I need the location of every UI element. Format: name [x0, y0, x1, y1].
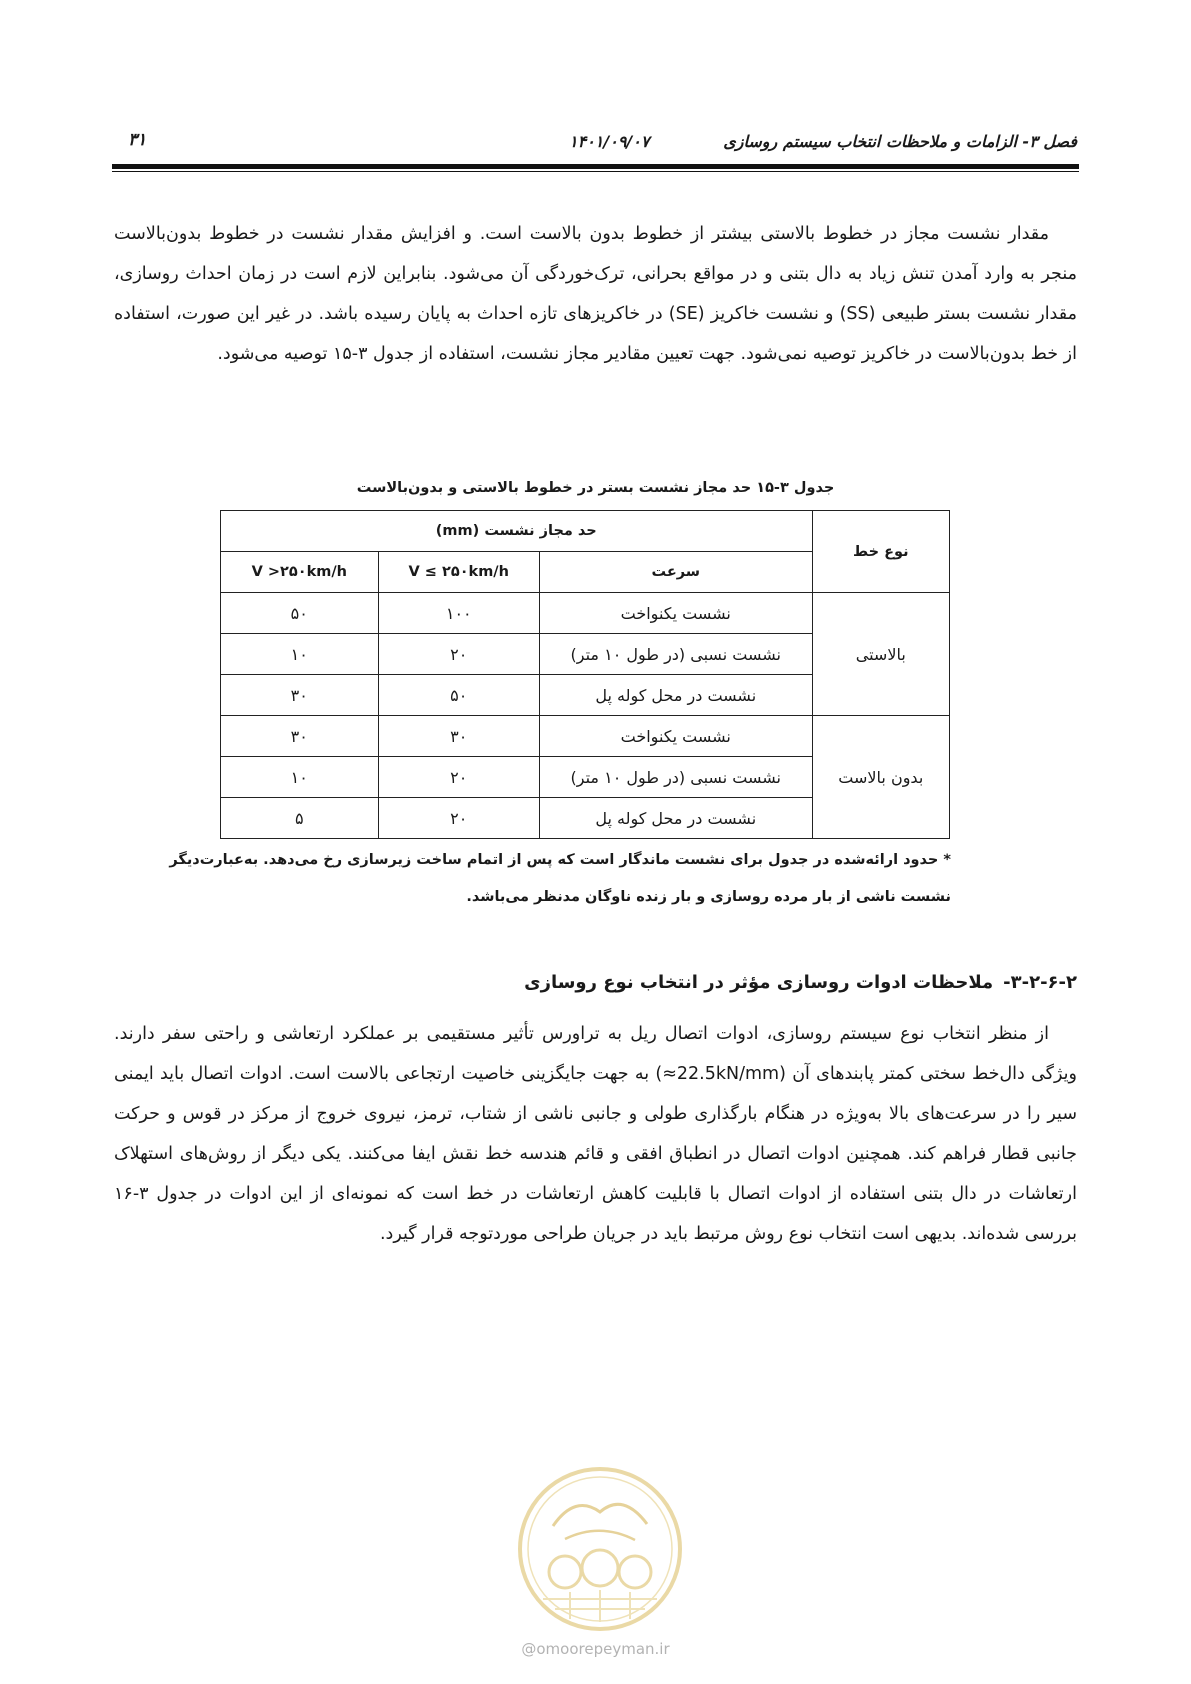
footnote-line-1: * حدود ارائه‌شده در جدول برای نشست ماندگار است که پس از اتمام ساخت زیرسازی رخ می‌دهد. به‌عبارت‌دیگر: [169, 852, 951, 868]
omoorepeyman-seal-logo: [515, 1464, 685, 1634]
table-row: [221, 593, 950, 634]
header-date: ۱۴۰۱/۰۹/۰۷: [569, 132, 650, 151]
track-type-cell: بالاستی: [812, 593, 949, 716]
section-title: ملاحظات ادوات روسازی مؤثر در انتخاب نوع روسازی: [524, 972, 994, 993]
track-type-cell: بدون بالاست: [812, 716, 949, 839]
high-speed-cell: ۱۰: [221, 634, 379, 675]
low-speed-cell: ۳۰: [378, 716, 539, 757]
intro-paragraph: مقدار نشست مجاز در خطوط بالاستی بیشتر از خطوط بدون بالاست است. و افزایش مقدار نشست در خطوط بدون‌بالاست منجر به وارد آمدن تنش زیاد به دال بتنی و در مواقع بحرانی، ترک‌خوردگی آن می‌شود. بنابراین لازم است در زمان احداث روسازی، مقدار نشست بستر طبیعی (SS) و نشست خاکریز (SE) در خاکریزهای تازه احداث به پایان رسیده باشد. در غیر این صورت، استفاده از خط بدون‌بالاست در خاکریز توصیه نمی‌شود. جهت تعیین مقادیر مجاز نشست، استفاده از جدول ۳-۱۵ توصیه می‌شود.: [114, 224, 1077, 364]
header-track-type: نوع خط: [812, 511, 949, 593]
high-speed-cell: ۵: [221, 798, 379, 839]
settlement-limits-table: [220, 510, 950, 839]
header-rule-thin: [112, 171, 1079, 172]
high-speed-cell: ۱۰: [221, 757, 379, 798]
header-speed-high: V >۲۵۰km/h: [221, 552, 379, 593]
high-speed-cell: ۳۰: [221, 675, 379, 716]
footnote-line-2: نشست ناشی از بار مرده روسازی و بار زنده ناوگان مدنظر می‌باشد.: [466, 889, 951, 905]
section-paragraph-block: [114, 1014, 1077, 1254]
table-header-row: [221, 511, 950, 552]
page-number: ۳۱: [128, 130, 147, 150]
header-rule-thick: [112, 164, 1079, 169]
low-speed-cell: ۲۰: [378, 757, 539, 798]
header-limit: حد مجاز نشست (mm): [221, 511, 813, 552]
item-cell: نشست نسبی (در طول ۱۰ متر): [539, 757, 812, 798]
table-caption: جدول ۳-۱۵ حد مجاز نشست بستر در خطوط بالاستی و بدون‌بالاست: [356, 480, 835, 496]
page-header: [114, 128, 1077, 158]
watermark-url: @omoorepeyman.ir: [521, 1640, 670, 1658]
low-speed-cell: ۱۰۰: [378, 593, 539, 634]
intro-paragraph-block: [114, 214, 1077, 374]
table-row: [221, 716, 950, 757]
header-speed: سرعت: [539, 552, 812, 593]
chapter-title: فصل ۳- الزامات و ملاحظات انتخاب سیستم روسازی: [723, 132, 1077, 151]
header-speed-low: V ≤ ۲۵۰km/h: [378, 552, 539, 593]
high-speed-cell: ۳۰: [221, 716, 379, 757]
section-number: ۳-۲-۶-۲-: [1003, 972, 1077, 993]
section-paragraph: از منظر انتخاب نوع سیستم روسازی، ادوات اتصال ریل به تراورس تأثیر مستقیمی بر عملکرد ارتعاشی و راحتی سفر دارند. ویژگی دال‌خط سختی کمتر پابندهای آن (22.5kN/mm≈) به جهت جایگزینی خاصیت ارتجاعی بالاست است. ادوات اتصال باید ایمنی سیر را در سرعت‌های بالا به‌ویژه در هنگام بارگذاری طولی و جانبی ناشی از شتاب، ترمز، نیروی خروج از مرکز در قوس و حرکت جانبی قطار فراهم کند. همچنین ادوات اتصال در انطباق افقی و قائم هندسه خط نقش ایفا می‌کنند. یکی دیگر از روش‌های استهلاک ارتعاشات در دال بتنی استفاده از ادوات اتصال با قابلیت کاهش ارتعاشات در خط است که نمونه‌ای از این ادوات در جدول ۳-۱۶ بررسی شده‌اند. بدیهی است انتخاب نوع روش مرتبط باید در جریان طراحی موردتوجه قرار گیرد.: [114, 1024, 1077, 1244]
table-footnote: [169, 842, 951, 916]
item-cell: نشست یکنواخت: [539, 716, 812, 757]
low-speed-cell: ۲۰: [378, 798, 539, 839]
item-cell: نشست در محل کوله پل: [539, 798, 812, 839]
section-heading: [524, 972, 1077, 993]
low-speed-cell: ۲۰: [378, 634, 539, 675]
item-cell: نشست در محل کوله پل: [539, 675, 812, 716]
low-speed-cell: ۵۰: [378, 675, 539, 716]
item-cell: نشست نسبی (در طول ۱۰ متر): [539, 634, 812, 675]
high-speed-cell: ۵۰: [221, 593, 379, 634]
item-cell: نشست یکنواخت: [539, 593, 812, 634]
